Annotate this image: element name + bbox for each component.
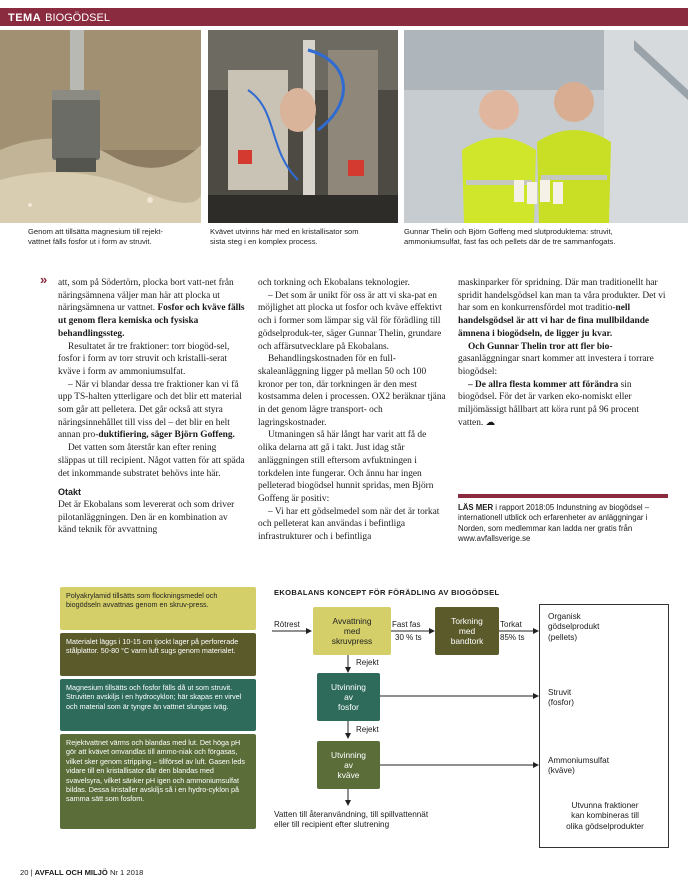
section-header [0, 8, 688, 26]
label-rejekt-2: Rejekt [356, 725, 379, 734]
process-box-nitrogen: Rejektvattnet värms och blandas med lut. Det höga pH gör att kvävet omvandlas till ammo-niak och förgasas, vilket sker genom stripping – tillförsel av luft. Gasen leds vidare till en kristallisator där den blandas med svavelsyra, vilket sänker pH igen och ammoniumsulfat bildas. Dessa kristaller avskiljs så i en hydro-cyklon på samma sätt som fosfom. [60, 734, 256, 829]
caption-photo-3: Gunnar Thelin och Björn Goffeng med slutproduktema: struvit, ammoniumsulfat, fast fas och pellets där de tre sammanfogats. [404, 227, 616, 246]
node-drying: Torkning med bandtork [435, 607, 499, 655]
end-mark-icon: ☁ [485, 417, 495, 428]
paragraph: Resultatet är tre fraktioner: torr biogöd-sel, fosfor i form av torr struvit och kristalli-serat kväve i form av ammoniumsulfat. [58, 341, 230, 377]
photo-crystallizer [208, 30, 398, 223]
paragraph: – När vi blandar dessa tre fraktioner kan vi få upp TS-halten ytterligare och det blir ett material som går att pelletera. Det går också att styra näringsinnehållet till viss del – det blir en helt annan pro-duktifiering, säger Björn Goffeng. [58, 379, 242, 441]
paragraph: att, som på Södertörn, plocka bort vatt-net från näringsämnena väljer man här att plocka ut näringsämnena ur vattnet. Fosfor och kväve fälls ut genom flera kemiska och fysiska behandlingssteg. [58, 278, 245, 339]
label-torkat-pct: 85% ts [500, 633, 525, 642]
caption-photo-2: Kvävet utvinns här med en kristallisator som sista steg i en komplex process. [210, 227, 359, 246]
label-fast-fas: Fast fas [392, 620, 421, 629]
issue: Nr 1 2018 [109, 868, 144, 877]
paragraph: – De allra flesta kommer att förändra sin biogödsel. För det är varken eko-nomiskt eller miljömässigt hållbart att köra runt på 96 procent vatten. ☁ [458, 379, 639, 428]
paragraph: – Det som är unikt för oss är att vi ska-pat en möjlighet att plocka ut fosfor och kväve effektivt och i former som lämpar sig väl för förädling till gödselproduk-ter, säger Gunnar Thelin, grundare och affärsutvecklare på Ekobalans. [258, 290, 442, 352]
paragraph: – Vi har ett gödselmedel som när det är torkat och pelleterat kan användas i befintliga infrastrukturer och i befintliga [258, 506, 440, 543]
paragraph: maskinparker för spridning. Där man traditionellt har spridit handelsgödsel kan man ta våra produkter. Det vi har som en konkurrensfördel mot traditio-nell handelsgödsel är att vi har de fina mullbildande ämnena i biogödseln, de ligger ju kvar. [458, 278, 666, 339]
process-box-dewatering: Polyakrylamid tillsätts som flockningsmedel och biogödseln avvattnas genom en skruv-press. [60, 587, 256, 630]
process-box-phosphorus: Magnesium tillsätts och fosfor fälls då ut som struvit. Struviten avskiljs i en hydrocyklon; här skapas en virvel och material som är tyngre än vattnet slungas iväg. [60, 679, 256, 731]
article-column-1 [58, 277, 246, 537]
node-phosphorus: Utvinning av fosfor [317, 673, 380, 721]
label-torkat: Torkat [500, 620, 522, 629]
output-struvite: Struvit (fosfor) [548, 688, 574, 708]
process-box-drying: Materialet läggs i 10-15 cm tjockt lager på perforerade stålplattor. 50-80 °C varm luft sugs genom materialet. [60, 633, 256, 676]
caption-photo-1: Genom att tillsätta magnesium till rejekt- vattnet fälls fosfor ut i form av struvit. [28, 227, 164, 246]
node-dewatering: Avvattning med skruvpress [313, 607, 391, 655]
article-column-2 [258, 277, 446, 544]
section-label: TEMA [8, 12, 42, 24]
page-number: 20 [20, 868, 29, 877]
label-input: Rötrest [274, 620, 300, 629]
read-more-head: LÄS MER [458, 503, 494, 512]
photo-struvite-precipitation [0, 30, 201, 223]
continuation-mark: » [40, 272, 48, 287]
photo-thelin-goffeng [404, 30, 688, 223]
output-organic-fertilizer: Organisk gödselprodukt (pellets) [548, 612, 600, 642]
label-rejekt-1: Rejekt [356, 658, 379, 667]
subheading: Otakt [58, 487, 82, 498]
paragraph: Behandlingskostnaden för en full-skaleanläggning ligger på mellan 50 och 100 kronor per ton, där torkningen är den mest kostsamma delen i processen. OX2 beräknar tjäna in det genom lägre transport- och lagringskostnader. [258, 354, 446, 428]
page-footer: 20 | AVFALL OCH MILJÖ Nr 1 2018 [20, 868, 144, 877]
diagram-title: EKOBALANS KONCEPT FÖR FÖRÄDLING AV BIOGÖDSEL [274, 588, 500, 597]
paragraph: Det är Ekobalans som levererat och som driver pilotanläggningen. Den är en kombination av känd teknik för avvattning [58, 499, 235, 536]
paragraph: och torkning och Ekobalans teknologier. [258, 278, 410, 288]
node-nitrogen: Utvinning av kväve [317, 741, 380, 789]
section-topic: BIOGÖDSEL [45, 12, 110, 24]
output-combined: Utvunna fraktioner kan kombineras till olika gödselprodukter [566, 801, 644, 831]
output-ammonium-sulfate: Ammoniumsulfat (kväve) [548, 756, 609, 776]
label-fast-fas-pct: 30 % ts [395, 633, 422, 642]
magazine-name: AVFALL OCH MILJÖ [34, 868, 108, 877]
paragraph: Utmaningen så här långt har varit att få de olika delarna att gå i takt. Just idag står anläggningen still eftersom avfuktningen i torkdelen inte fungerar. Och ännu har ingen pelleterad biogödsel hunnit spridas, men Björn Goffeng är positiv: [258, 430, 434, 504]
read-more [458, 503, 666, 545]
read-more-text: i rapport 2018:05 Indunstning av biogödsel – internationell utblick och erfarenheter av anläggningar i Norden, som medlemmar kan ladda ner gratis från www.avfallsverige.se [458, 503, 650, 544]
read-more-rule [458, 494, 668, 498]
article-column-3 [458, 277, 666, 429]
label-water-output: Vatten till återanvändning, till spillvattennät eller till recipient efter slutrening [274, 810, 429, 830]
paragraph: Det vatten som återstår kan efter rening släppas ut till recipient. Något vatten för att späda det inkommande substratet behövs inte här. [58, 443, 245, 479]
paragraph: Och Gunnar Thelin tror att fler bio-gasanläggningar snart kommer att investera i torrare biogödsel: [458, 341, 654, 377]
